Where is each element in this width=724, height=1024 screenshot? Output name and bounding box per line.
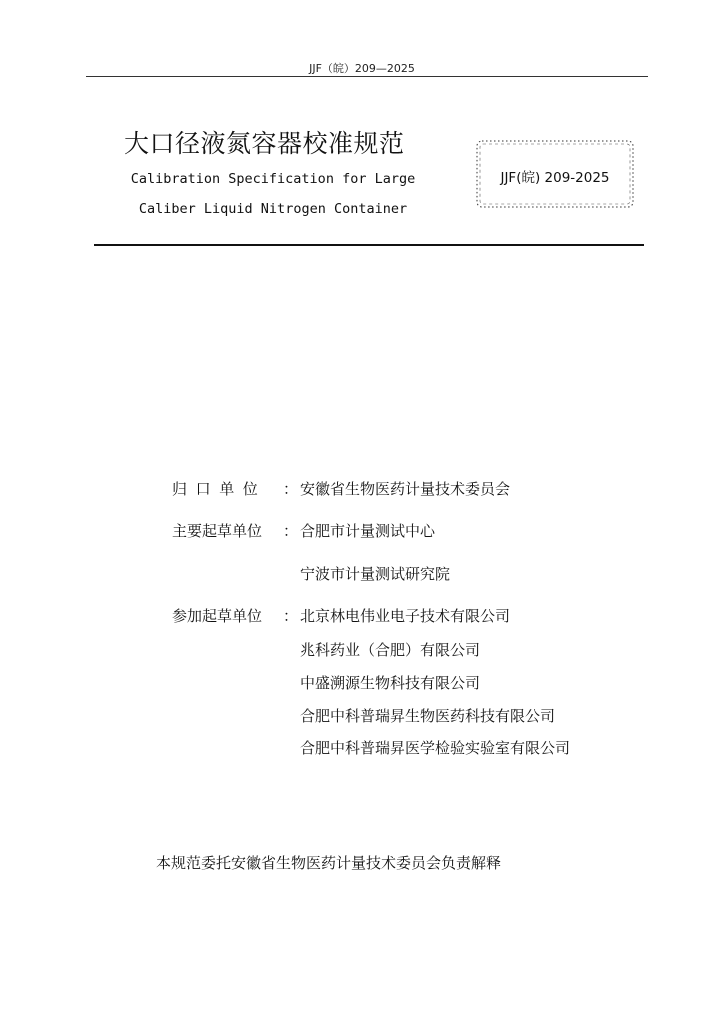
participating-drafter-item: 北京林电伟业电子技术有限公司 xyxy=(300,607,511,625)
main-rule xyxy=(94,244,644,246)
main-drafter-item: 宁波市计量测试研究院 xyxy=(300,565,451,583)
interpretation-note: 本规范委托安徽省生物医药计量技术委员会负责解释 xyxy=(156,854,502,872)
main-drafters-colon: ： xyxy=(283,522,299,540)
participating-drafters-label: 参加起草单位 xyxy=(172,607,263,625)
responsible-label: 归口单位 xyxy=(172,480,267,498)
participating-drafter-item: 中盛溯源生物科技有限公司 xyxy=(300,674,481,692)
title-english-line1: Calibration Specification for Large xyxy=(130,171,416,187)
participating-drafter-item: 合肥中科普瑞昇生物医药科技有限公司 xyxy=(300,707,556,725)
main-drafters-label: 主要起草单位 xyxy=(172,522,263,540)
header-rule xyxy=(86,76,648,77)
participating-drafter-item: 合肥中科普瑞昇医学检验实验室有限公司 xyxy=(300,739,571,757)
code-box-text: JJF(皖) 209-2025 xyxy=(500,170,610,186)
header-code: JJF（皖）209—2025 xyxy=(309,62,415,75)
responsible-value: 安徽省生物医药计量技术委员会 xyxy=(300,480,511,498)
participating-drafter-item: 兆科药业（合肥）有限公司 xyxy=(300,641,481,659)
responsible-colon: ： xyxy=(283,480,299,498)
title-chinese: 大口径液氮容器校准规范 xyxy=(124,129,405,158)
participating-drafters-colon: ： xyxy=(283,607,299,625)
title-english-line2: Caliber Liquid Nitrogen Container xyxy=(138,201,408,217)
code-box xyxy=(474,138,636,210)
main-drafter-item: 合肥市计量测试中心 xyxy=(300,522,436,540)
